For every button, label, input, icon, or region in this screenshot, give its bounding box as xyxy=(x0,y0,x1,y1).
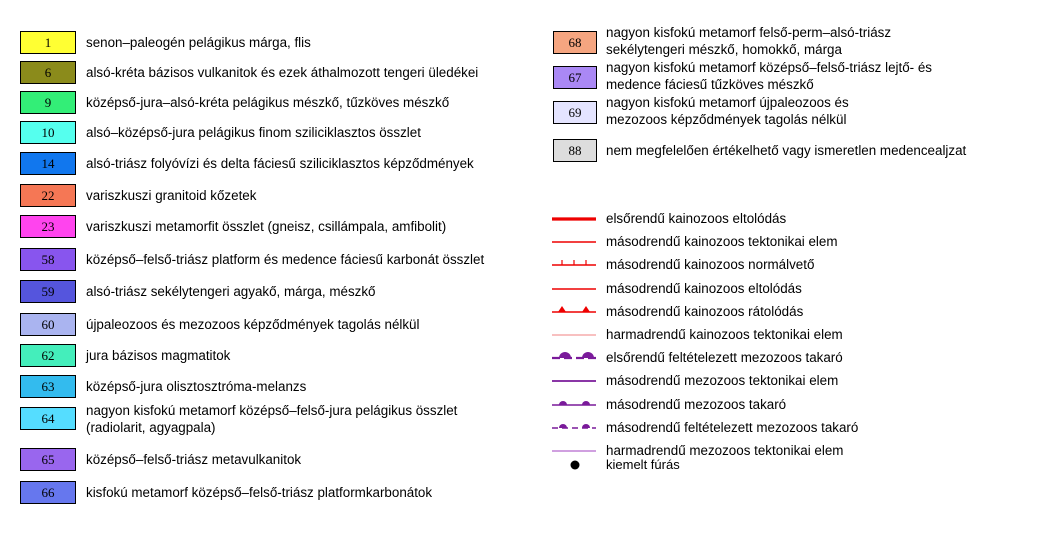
line-symbol-thin-red-icon xyxy=(552,327,598,343)
legend-label-line1: nagyon kisfokú metamorf újpaleozoos és xyxy=(606,95,849,110)
line-symbol-label: elsőrendű kainozoos eltolódás xyxy=(606,211,787,226)
legend-swatch-6: 6 xyxy=(20,61,76,84)
legend-swatch-63: 63 xyxy=(20,375,76,398)
legend-label-line2: (radiolarit, agyagpala) xyxy=(86,420,216,435)
borehole-label: kiemelt fúrás xyxy=(606,457,680,472)
legend-label-62: jura bázisos magmatitok xyxy=(86,348,231,363)
legend-swatch-1: 1 xyxy=(20,31,76,54)
line-symbol-purple-dashed-semicircle-icon xyxy=(552,350,598,366)
legend-label-line2: medence fáciesű tűzköves mészkő xyxy=(606,77,814,92)
legend-label-65: középső–felső-triász metavulkanitok xyxy=(86,452,302,467)
legend-swatch-23: 23 xyxy=(20,215,76,238)
legend-swatch-10: 10 xyxy=(20,121,76,144)
legend-label-64 xyxy=(86,402,457,436)
legend-label-1: senon–paleogén pelágikus márga, flis xyxy=(86,35,311,50)
legend-swatch-60: 60 xyxy=(20,313,76,336)
line-symbol-label: másodrendű kainozoos tektonikai elem xyxy=(606,234,838,249)
legend-label-line1: nagyon kisfokú metamorf középső–felső-jura pelágikus összlet xyxy=(86,403,458,418)
line-symbol-label: másodrendű mezozoos tektonikai elem xyxy=(606,373,839,388)
legend-swatch-65: 65 xyxy=(20,448,76,471)
line-symbol-red-icon xyxy=(552,234,598,250)
legend-swatch-58: 58 xyxy=(20,248,76,271)
legend-label-line1: nagyon kisfokú metamorf középső–felső-triász lejtő- és xyxy=(606,60,932,75)
legend-label-10: alsó–középső-jura pelágikus finom sziliciklasztos összlet xyxy=(86,125,421,140)
legend-swatch-22: 22 xyxy=(20,184,76,207)
line-symbol-label: másodrendű mezozoos takaró xyxy=(606,397,787,412)
borehole-dot-icon xyxy=(569,459,581,471)
line-symbol-label: harmadrendű mezozoos tektonikai elem xyxy=(606,443,844,458)
legend-label-66: kisfokú metamorf középső–felső-triász platformkarbonátok xyxy=(86,485,433,500)
line-symbol-thick-red-icon xyxy=(552,211,598,227)
legend-label-14: alsó-triász folyóvízi és delta fáciesű sziliciklasztos képződmények xyxy=(86,156,474,171)
legend-label-67 xyxy=(606,59,932,93)
line-symbol-purple-teeth-icon xyxy=(552,397,598,413)
legend-label-63: középső-jura olisztosztróma-melanzs xyxy=(86,379,307,394)
legend-label-58: középső–felső-triász platform és medence fáciesű karbonát összlet xyxy=(86,252,485,267)
legend-label-6: alsó-kréta bázisos vulkanitok és ezek áthalmozott tengeri üledékei xyxy=(86,65,479,80)
legend-label-60: újpaleozoos és mezozoos képződmények tagolás nélkül xyxy=(86,317,420,332)
legend-label-69 xyxy=(606,94,849,128)
line-symbol-label: másodrendű kainozoos rátolódás xyxy=(606,304,804,319)
legend-swatch-88: 88 xyxy=(553,139,597,162)
line-symbol-purple-icon xyxy=(552,373,598,389)
legend-label-59: alsó-triász sekélytengeri agyakő, márga, mészkő xyxy=(86,284,376,299)
line-symbol-red-teeth-icon xyxy=(552,304,598,320)
legend-swatch-59: 59 xyxy=(20,280,76,303)
line-symbol-label: harmadrendű kainozoos tektonikai elem xyxy=(606,327,843,342)
line-symbol-label: másodrendű kainozoos eltolódás xyxy=(606,281,802,296)
legend-label-line2: mezozoos képződmények tagolás nélkül xyxy=(606,112,847,127)
line-symbol-red-icon xyxy=(552,281,598,297)
legend-swatch-14: 14 xyxy=(20,152,76,175)
legend-label-23: variszkuszi metamorfit összlet (gneisz, csillámpala, amfibolit) xyxy=(86,219,447,234)
line-symbol-label: másodrendű feltételezett mezozoos takaró xyxy=(606,420,859,435)
line-symbol-red-ticks-icon xyxy=(552,257,598,273)
legend-label-9: középső-jura–alsó-kréta pelágikus mészkő, tűzköves mészkő xyxy=(86,95,450,110)
legend-swatch-64: 64 xyxy=(20,407,76,430)
legend-label-line1: nagyon kisfokú metamorf felső-perm–alsó-triász xyxy=(606,25,892,40)
legend-swatch-66: 66 xyxy=(20,481,76,504)
legend-swatch-9: 9 xyxy=(20,91,76,114)
legend-label-22: variszkuszi granitoid kőzetek xyxy=(86,188,257,203)
legend-swatch-67: 67 xyxy=(553,66,597,89)
line-symbol-purple-dashed-teeth-icon xyxy=(552,420,598,436)
legend-swatch-68: 68 xyxy=(553,31,597,54)
line-symbol-label: másodrendű kainozoos normálvető xyxy=(606,257,815,272)
legend-swatch-62: 62 xyxy=(20,344,76,367)
legend-label-68 xyxy=(606,24,891,58)
line-symbol-thin-purple-icon xyxy=(552,443,598,459)
legend-label-line2: sekélytengeri mészkő, homokkő, márga xyxy=(606,42,842,57)
line-symbol-label: elsőrendű feltételezett mezozoos takaró xyxy=(606,350,843,365)
legend-swatch-69: 69 xyxy=(553,101,597,124)
legend-label-88: nem megfelelően értékelhető vagy ismeretlen medencealjzat xyxy=(606,143,967,158)
